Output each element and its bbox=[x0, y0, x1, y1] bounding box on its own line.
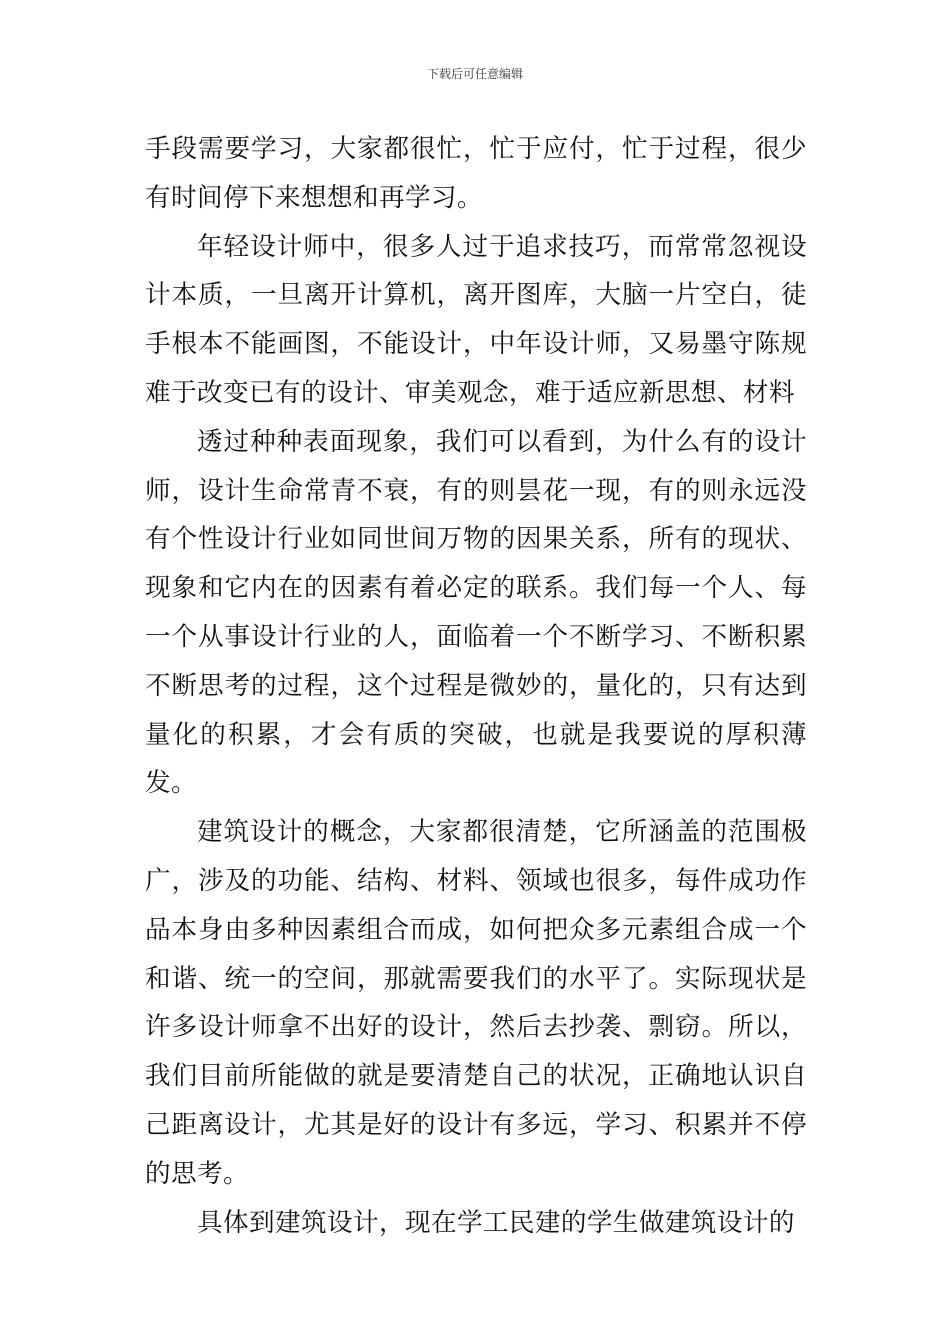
header-note: 下载后可任意编辑 bbox=[426, 67, 523, 81]
paragraph-3: 透过种种表面现象，我们可以看到，为什么有的设计师，设计生命常青不衰，有的则昙花一现，有的则永远没有个性设计行业如同世间万物的因果关系，所有的现状、现象和它内在的因素有着必定的联系。我们每一个人、每一个从事设计行业的人，面临着一个不断学习、不断积累不断思考的过程，这个过程是微妙的，量化的，只有达到量化的积累，才会有质的突破，也就是我要说的厚积薄发。 bbox=[145, 426, 807, 799]
paragraph-1: 手段需要学习，大家都很忙，忙于应付，忙于过程，很少有时间停下来想想和再学习。 bbox=[145, 134, 807, 213]
paragraph-2: 年轻设计师中，很多人过于追求技巧，而常常忽视设计本质，一旦离开计算机，离开图库，大脑一片空白，徒手根本不能画图，不能设计，中年设计师，又易墨守陈规难于改变已有的设计、审美观念，难于适应新思想、材料 bbox=[145, 231, 807, 408]
body-text bbox=[145, 125, 807, 1247]
paragraph-4: 建筑设计的概念，大家都很清楚，它所涵盖的范围极广，涉及的功能、结构、材料、领域也很多，每件成功作品本身由多种因素组合而成，如何把众多元素组合成一个和谐、统一的空间，那就需要我们的水平了。实际现状是许多设计师拿不出好的设计，然后去抄袭、剽窃。所以，我们目前所能做的就是要清楚自己的状况，正确地认识自己距离设计，尤其是好的设计有多远，学习、积累并不停的思考。 bbox=[145, 817, 807, 1189]
paragraph-5: 具体到建筑设计，现在学工民建的学生做建筑设计的 bbox=[197, 1207, 795, 1238]
